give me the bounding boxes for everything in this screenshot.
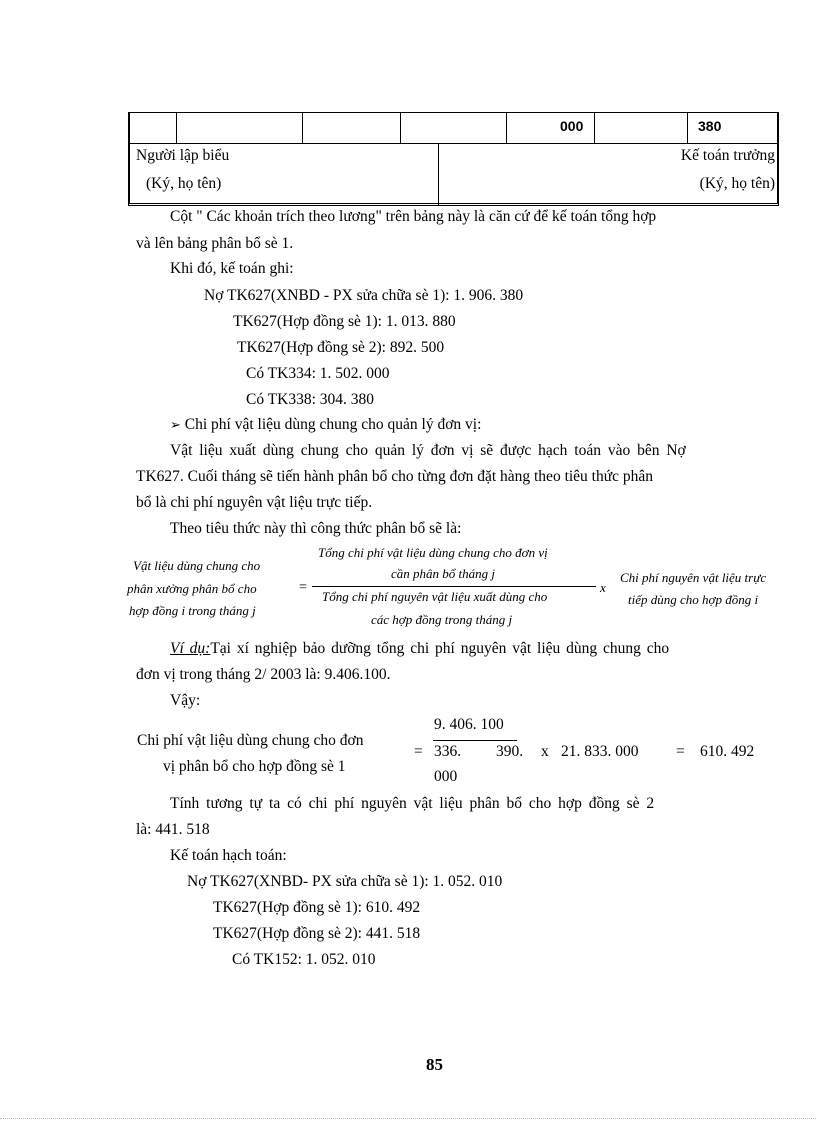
para2-line3: bổ là chi phí nguyên vật liệu trực tiếp. [136,494,373,511]
calc-equals-1: = [414,743,423,760]
calc-denominator-c: 000 [434,768,458,785]
para4-line1: Tính tương tự ta có chi phí nguyên vật liệu phân bổ cho hợp đồng sè 2 [170,795,655,812]
table-cell-380: 380 [698,118,722,134]
preparer-label: Người lập biểu [136,147,230,164]
calc-numerator: 9. 406. 100 [434,716,504,733]
example-so: Vậy: [170,692,201,709]
formula-equals: = [299,580,307,595]
entry1-debit-3: TK627(Hợp đồng sè 2): 892. 500 [237,339,445,356]
calc-fraction-bar [433,740,517,741]
formula-right-2: tiếp dùng cho hợp đồng i [628,592,759,607]
entry2-debit: Nợ TK627(XNBD- PX sửa chữa sè 1): 1. 052. 010 [187,873,503,890]
formula-right-1: Chi phí nguyên vật liệu trực [620,570,767,585]
chief-accountant-label: Kế toán trưởng [680,147,775,164]
calc-denominator-a: 336. [434,743,462,760]
entry2-intro: Kế toán hạch toán: [170,847,287,864]
formula-left-2: phân xưởng phân bổ cho [127,581,257,596]
calc-left-2: vị phân bổ cho hợp đồng sè 1 [163,758,346,775]
page-number: 85 [426,1055,443,1074]
formula-times: x [600,580,606,595]
formula-left-3: hợp đồng i trong tháng j [129,603,256,618]
formula-denominator-2: các hợp đồng trong tháng j [371,612,513,627]
formula-fraction-bar [312,586,596,587]
table-total-row [130,113,777,144]
entry2-credit: Có TK152: 1. 052. 010 [232,951,376,968]
calc-result: 610. 492 [700,743,755,760]
para2-line1: Vật liệu xuất dùng chung cho quản lý đơn vị sẽ được hạch toán vào bên Nợ [170,442,686,459]
entry1-credit-2: Có TK338: 304. 380 [246,391,375,408]
example-line2: đơn vị trong tháng 2/ 2003 là: 9.406.100. [136,666,391,683]
chief-accountant-sign: (Ký, họ tên) [699,175,775,192]
preparer-sign: (Ký, họ tên) [146,175,222,192]
page-divider [0,1118,816,1119]
summary-table [128,112,779,206]
calc-equals-2: = [676,743,685,760]
para1-line2: và lên bảng phân bổ sè 1. [136,235,294,252]
para2-line2: TK627. Cuối tháng sẽ tiến hành phân bổ cho từng đơn đặt hàng theo tiêu thức phân [136,468,654,485]
calc-left-1: Chi phí vật liệu dùng chung cho đơn [137,732,364,749]
arrow-bullet-icon: ➢ [170,418,181,433]
calc-denominator-b: 390. [496,743,524,760]
entry2-debit-3: TK627(Hợp đồng sè 2): 441. 518 [213,925,421,942]
entry1-intro: Khi đó, kế toán ghi: [170,260,294,277]
para1-line1: Cột " Các khoản trích theo lương" trên bảng này là căn cứ để kế toán tổng hợp [170,208,657,225]
formula-denominator-1: Tổng chi phí nguyên vật liệu xuất dùng cho [322,589,548,604]
example-label: Ví dụ: [170,640,211,657]
bullet-heading-text: Chi phí vật liệu dùng chung cho quản lý đơn vị: [184,416,482,433]
example-line1 [170,640,669,658]
formula-numerator-2: cần phân bổ tháng j [391,566,495,581]
formula-numerator-1: Tổng chi phí vật liệu dùng chung cho đơn vị [318,545,548,560]
formula-left-1: Vật liệu dùng chung cho [133,558,261,573]
table-cell-000: 000 [560,118,584,134]
entry1-debit: Nợ TK627(XNBD - PX sửa chữa sè 1): 1. 906. 380 [204,287,524,304]
bullet-heading [170,416,481,434]
para3: Theo tiêu thức này thì công thức phân bổ sẽ là: [170,520,462,537]
para4-line2: là: 441. 518 [136,821,210,838]
example-text: Tại xí nghiệp bảo dưỡng tổng chi phí nguyên vật liệu dùng chung cho [210,640,670,657]
entry2-debit-2: TK627(Hợp đồng sè 1): 610. 492 [213,899,421,916]
calc-factor: 21. 833. 000 [561,743,639,760]
entry1-credit-1: Có TK334: 1. 502. 000 [246,365,390,382]
entry1-debit-2: TK627(Hợp đồng sè 1): 1. 013. 880 [233,313,456,330]
calc-times: x [541,743,549,760]
